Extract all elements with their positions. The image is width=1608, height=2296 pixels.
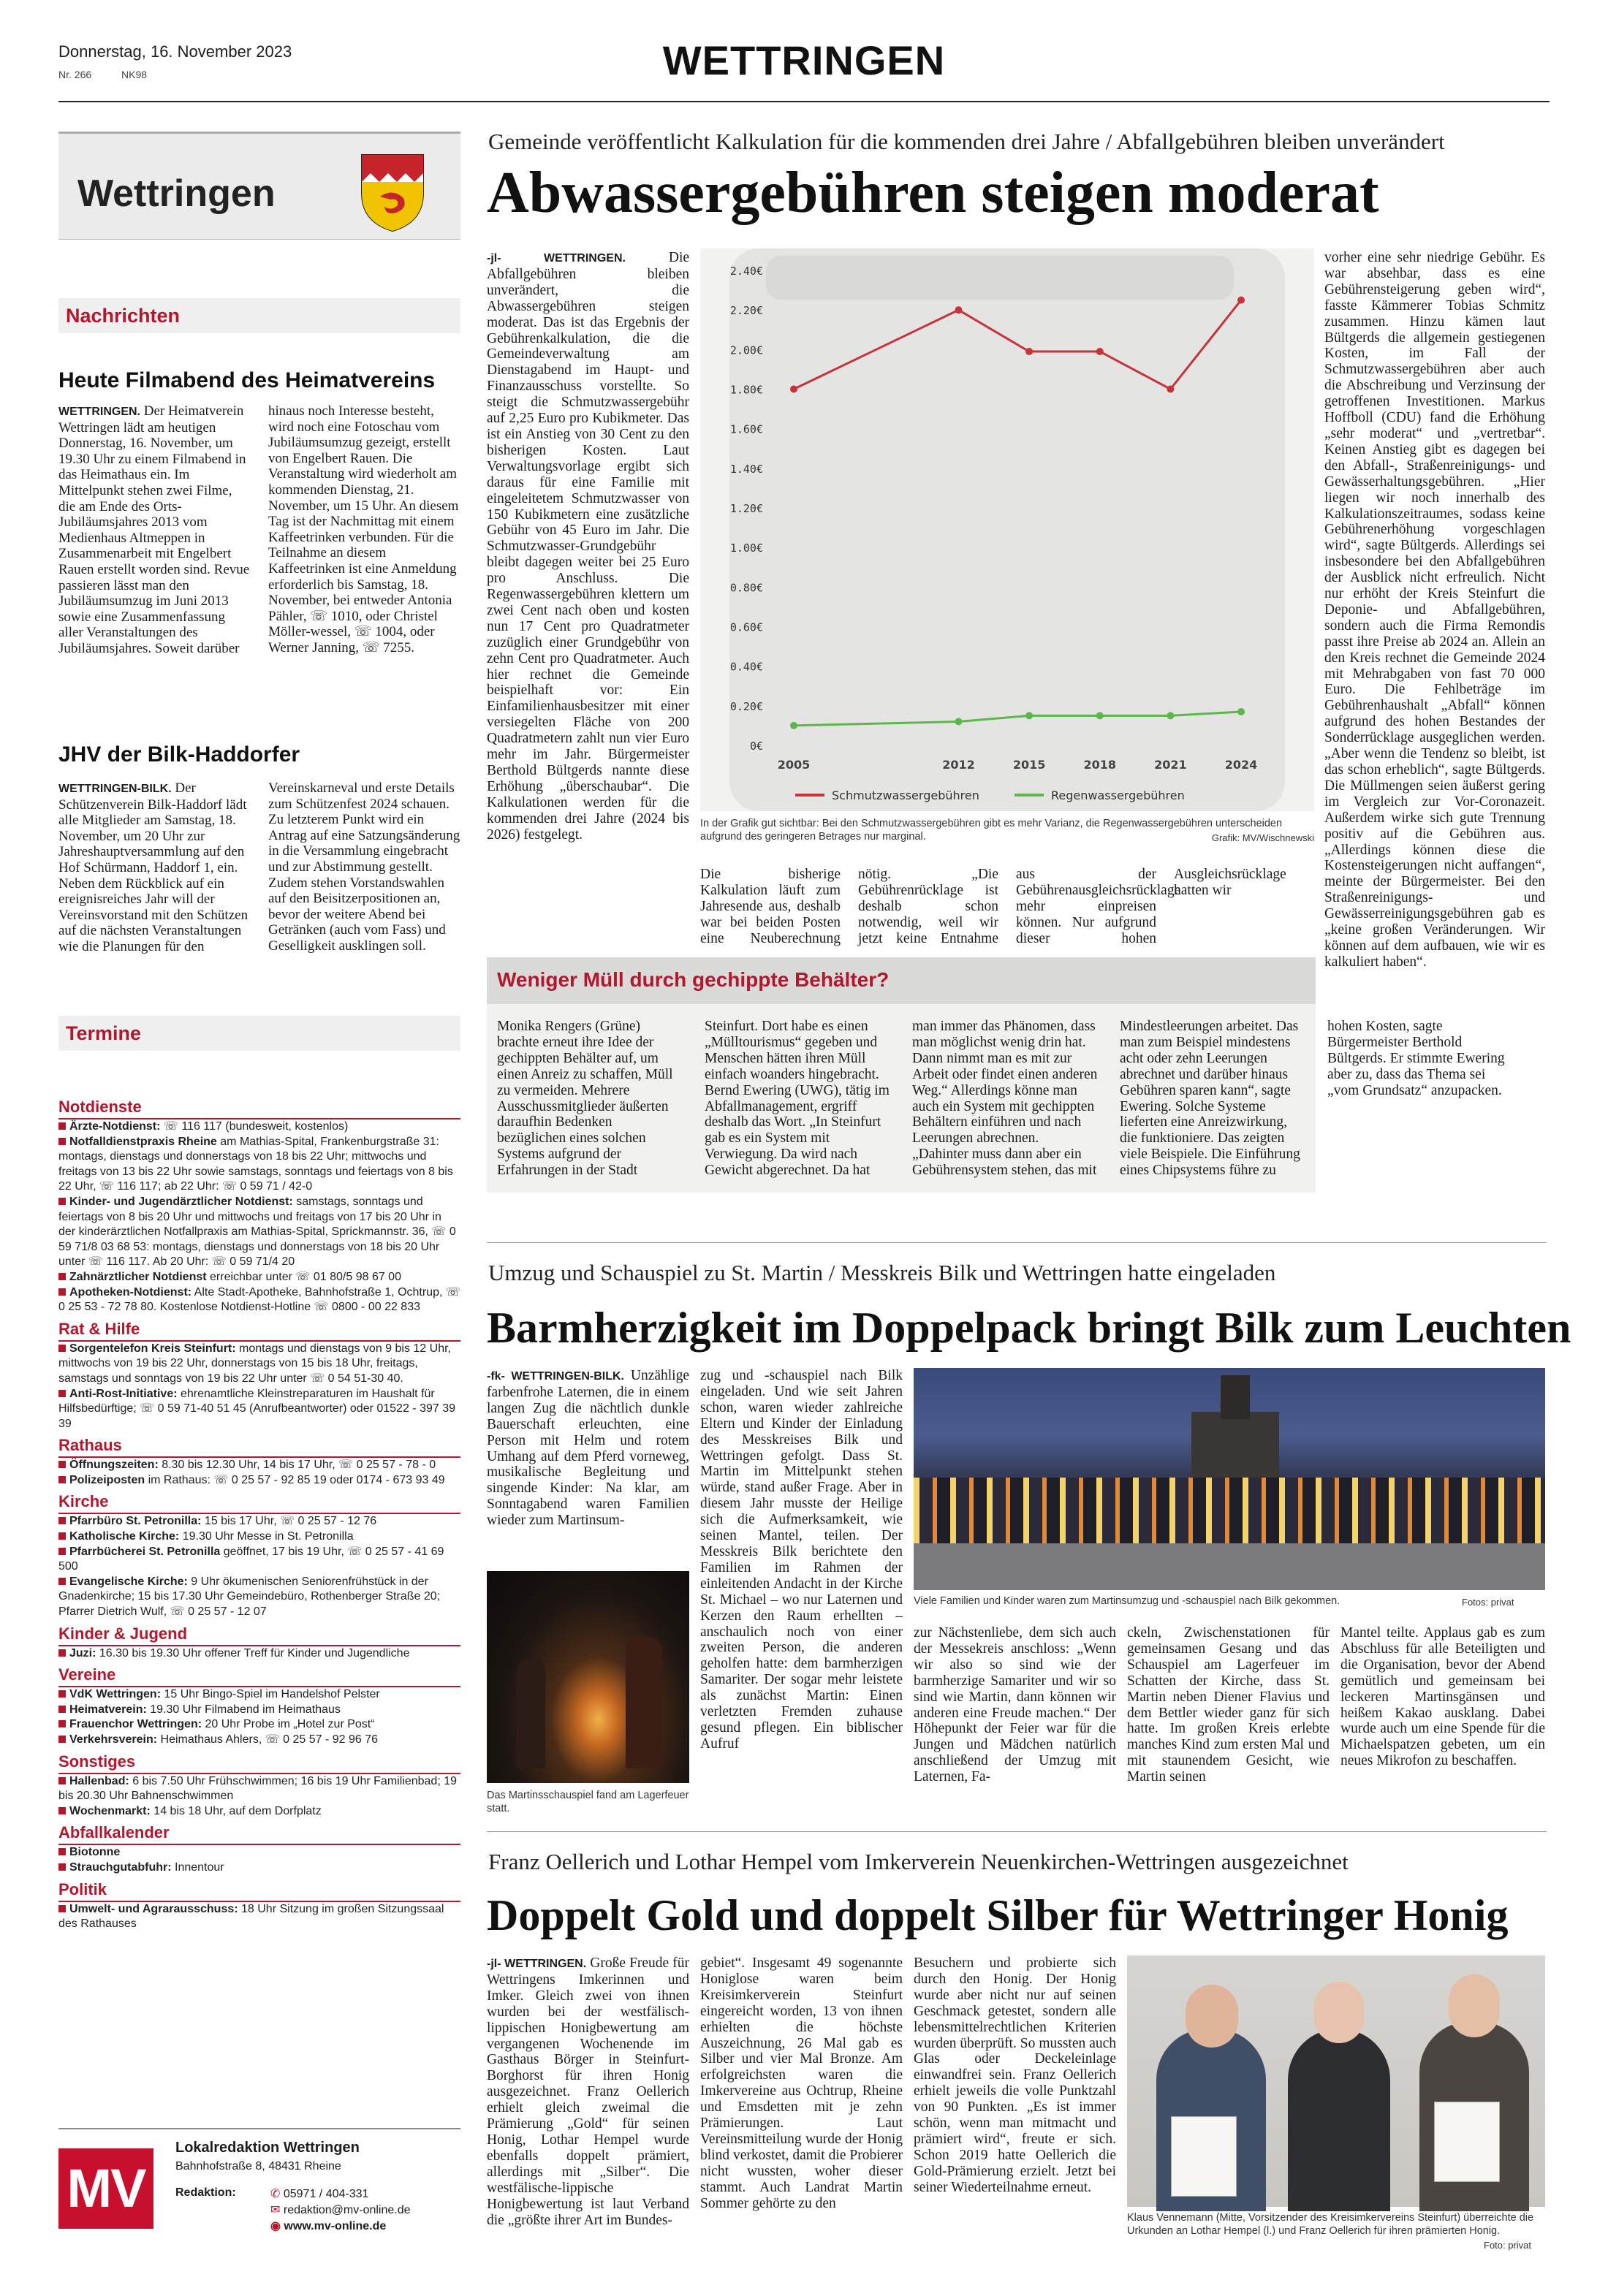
story2-text: Der Schützenverein Bilk-Haddorf lädt alle Mitglieder am Samstag, 18. November, um 20 Uhr zur Jahreshauptversammlung auf den Hof Schürmann, Haddorf 1, ein. Neben dem Rückblick auf ein ereignisreiches Jahr will der Vereinsvorstand mit den Schützen auf die nächsten Veranstaltungen wie die Planungen für den Vereinskarneval und erste Details zum Schützenfest 2024 schauen. Zu letzterem Punkt wird ein Antrag auf eine Satzungsänderung in die Versammlung eingebracht und zur Abstimmung gestellt. Zudem stehen Vorstandswahlen auf den Beisitzerpositionen an, bevor der weitere Abend bei Getränken (auch vom Fass) und Geselligkeit ausklingen soll. xyxy=(58,780,460,954)
article2-col3-text: zur Nächstenliebe, dem sich auch der Messekreis anschloss: „Wenn wir also so sind wie der barmherzige Samariter und wir so sind wie Martin, dann können wir anderen eine Freude machen.“ Der Höhepunkt der Feier war für die Jungen und Mädchen natürlich anschließend der Umzug mit Laternen, Fa- xyxy=(914,1625,1116,1785)
story1-dateline: WETTRINGEN. xyxy=(58,406,140,418)
listing-item-label: Anti-Rost-Initiative: xyxy=(69,1387,178,1400)
article3-col1 xyxy=(487,1955,689,2264)
y-tick-label: 1.20€ xyxy=(729,502,763,515)
bullet-icon xyxy=(58,1138,66,1145)
sidebar xyxy=(58,132,460,2265)
article2-col3 xyxy=(914,1625,1116,1815)
listing-item-text: montags und dienstags von 9 bis 12 Uhr, mittwochs von 19 bis 22 Uhr, donnerstags von 15 bis 18 Uhr, freitags, samstags und sonntags von 19 bis 22 Uhr unter ☏ 0 54 51-30 40. xyxy=(58,1342,451,1385)
listing-item xyxy=(58,1270,460,1285)
listing-item-label: Notfalldienstpraxis Rheine xyxy=(69,1135,217,1148)
photo-church-tower xyxy=(1221,1375,1250,1419)
bullet-icon xyxy=(58,1122,66,1130)
listing-item-text: im Rathaus: ☏ 0 25 57 - 92 85 19 oder 0174 - 673 93 49 xyxy=(145,1473,445,1486)
listing-group-title: Rathaus xyxy=(58,1436,460,1458)
data-point xyxy=(1167,712,1174,719)
listing-item xyxy=(58,1342,460,1387)
photo2-caption: Das Martinsschauspiel fand am Lagerfeuer statt. xyxy=(487,1790,689,1814)
listing-item-text: 19.30 Uhr Filmabend im Heimathaus xyxy=(146,1703,341,1716)
listing-item-label: Ärzte-Notdienst: xyxy=(69,1120,161,1133)
listing-item-text: Alte Stadt-Apotheke, Bahnhofstraße 1, Ochtrup, ☏ 0 25 53 - 72 78 80. Kostenlose Notdienst-Hotline ☏ 0800 - 00 22 833 xyxy=(58,1285,460,1314)
chart-bin-lid xyxy=(766,256,1234,300)
bullet-icon xyxy=(58,1905,66,1912)
article1-roofline: Gemeinde veröffentlicht Kalkulation für die kommenden drei Jahre / Abfallgebühren bleiben unverändert xyxy=(488,129,1445,154)
listing-item xyxy=(58,1703,460,1718)
listing-item-text: erreichbar unter ☏ 01 80/5 98 67 00 xyxy=(206,1270,401,1283)
photo1-caption: Viele Familien und Kinder waren zum Martinsumzug und -schauspiel nach Bilk gekommen. xyxy=(914,1595,1340,1607)
article1-col1-text: Die Abfallgebühren bleiben unverändert, die Abwassergebühren steigen moderat. Das ist das Ergebnis der Gebührenkalkulation, die die Gemeindeverwaltung am Dienstagabend im Haupt- und Finanzausschuss vorstellte. So steigt die Schmutzwassergebühr auf 2,25 Euro pro Kubikmeter. Das ist ein Anstieg von 30 Cent zu den bisherigen Kosten. Laut Verwaltungsvorlage ergibt sich daraus für eine Familie mit eingeleitetem Schmutzwasser von 150 Kubikmetern eine zusätzliche Gebühr von 45 Euro im Jahr. Die Schmutzwasser-Grundgebühr bleibt dagegen weiter bei 25 Euro pro Anschluss. Die Regenwassergebühren klettern um zwei Cent nach oben und kosten nun 17 Cent pro Quadratmeter zuzüglich einer Grundgebühr von zehn Cent pro Quadratmeter. Auch hier rechnet die Gemeinde beispielhaft vor: Ein Einfamilienhausbesitzer mit einer versiegelten Fläche von 200 Quadratmetern zahlt nun vier Euro mehr im Jahr. Bürgermeister Berthold Bültgerds nannte diese Erhöhung „überschaubar“. Die Kalkulationen werden für die kommenden drei Jahre (2024 bis 2026) festgelegt. xyxy=(487,250,690,843)
listing-group-title: Abfallkalender xyxy=(58,1823,460,1845)
bullet-icon xyxy=(58,1706,66,1713)
legend-label: Regenwassergebühren xyxy=(1051,788,1185,802)
listing-item-label: Juzi: xyxy=(69,1646,96,1660)
fee-chart-svg xyxy=(700,248,1314,811)
listing-group-title: Politik xyxy=(58,1880,460,1902)
photo3-credit: Foto: privat xyxy=(1484,2240,1532,2251)
edition-code: NK98 xyxy=(121,69,148,80)
footer-address: Bahnhofstraße 8, 48431 Rheine xyxy=(175,2160,341,2173)
photo-person-mid-head xyxy=(1314,1982,1364,2043)
bullet-icon xyxy=(58,1720,66,1727)
chart-credit: Grafik: MV/Wischnewski xyxy=(1177,832,1314,845)
chart-bin-backdrop xyxy=(729,248,1285,811)
listing-group-title: Sonstiges xyxy=(58,1752,460,1774)
article1-row2-text: Die bisherige Kalkulation läuft zum Jahresende aus, deshalb war bei beiden Posten eine Neuberechnung nötig. „Die Gebührenrücklage ist deshalb schon notwendig, weil wir jetzt keine Entnahme aus der Gebührenausgleichsrücklage mehr einpreisen können. Nur aufgrund dieser hohen Ausgleichsrücklage hatten wir xyxy=(700,867,1286,946)
listing-item xyxy=(58,1458,460,1473)
listing-item-text: 14 bis 18 Uhr, auf dem Dorfplatz xyxy=(150,1804,322,1817)
footer-email-text: redaktion@mv-online.de xyxy=(283,2204,411,2216)
article2-col1 xyxy=(487,1368,689,1567)
listing-item-label: Apotheken-Notdienst: xyxy=(69,1285,192,1299)
photo1-credit: Fotos: privat xyxy=(1462,1597,1514,1608)
x-tick-label: 2015 xyxy=(1012,758,1046,772)
legend-label: Schmutzwassergebühren xyxy=(832,788,979,802)
news-label-box xyxy=(58,298,460,333)
termine-label-box xyxy=(58,1016,460,1051)
photo-crowd xyxy=(914,1478,1545,1543)
x-tick-label: 2021 xyxy=(1154,758,1187,772)
listing-item xyxy=(58,1285,460,1315)
y-tick-label: 1.00€ xyxy=(729,541,763,555)
data-point xyxy=(1096,348,1104,355)
article2-col2-text: zug und -schauspiel nach Bilk eingeladen. Und wie seit Jahren schon, waren wieder zahlreiche Eltern und Kinder der Einladung des Messkreises Bilk und Wettringen gefolgt. Dass St. Martin im Mittelpunkt stehen würde, stand außer Frage. Aber in diesem Jahr musste der Heilige sich die Aufmerksamkeit, wie seinen Mantel, teilen. Der Messkreis Bilk berichtete den Familien im Rahmen der einleitenden Andacht in der Kirche St. Michael – wo nur Laternen und Kerzen den Raum erhellten – anschaulich noch von einer zweiten Person, die anderen geholfen hatte: dem barmherzigen Samariter. Der sogar mehr leistete als zunächst Martin: Einen verletzten Fremden zuhause gesund pflegen. Ein biblischer Aufruf xyxy=(700,1368,903,1752)
listing-item-text: Innentour xyxy=(171,1860,224,1874)
listing-item xyxy=(58,1687,460,1703)
listing-item-label: Umwelt- und Agrarausschuss: xyxy=(69,1902,238,1915)
y-tick-label: 1.80€ xyxy=(729,383,763,397)
article1-col1 xyxy=(487,250,689,899)
bullet-icon xyxy=(58,1690,66,1698)
article2-rule xyxy=(487,1831,1547,1832)
listing-item xyxy=(58,1902,460,1932)
article3-headline: Doppelt Gold und doppelt Silber für Wettringer Honig xyxy=(487,1891,1509,1939)
listings xyxy=(58,1098,460,1995)
article1-headline: Abwassergebühren steigen moderat xyxy=(487,161,1379,225)
listing-group-title: Rat & Hilfe xyxy=(58,1320,460,1342)
listing-item-label: Kinder- und Jugendärztlicher Notdienst: xyxy=(69,1195,293,1208)
y-tick-label: 0.80€ xyxy=(729,581,763,595)
photo-person-mid xyxy=(1288,2029,1390,2211)
listing-item-label: Biotonne xyxy=(69,1846,121,1859)
article2-col4-text: ckeln, Zwischenstationen für gemeinsamen Gesang und das Schauspiel am Lagerfeuer im Schatten der Kirche, dass St. Martin neben Diener Flavius und dem Bettler wieder ganz für sich hatte. Im großen Kreis erlebte manches Kind zum ersten Mal und mit staunendem Gesicht, wie Martin seinen xyxy=(1127,1625,1330,1785)
listing-item-label: Polizeiposten xyxy=(69,1473,145,1486)
listing-item-label: Frauenchor Wettringen: xyxy=(69,1718,202,1731)
article3-col3 xyxy=(914,1955,1116,2264)
bullet-icon xyxy=(58,1532,66,1540)
data-point xyxy=(955,306,962,313)
listing-item-label: Heimatverein: xyxy=(69,1703,147,1716)
story1-body xyxy=(58,403,460,681)
listing-item-label: Evangelische Kirche: xyxy=(69,1575,188,1588)
footer-label: Redaktion: xyxy=(175,2186,236,2199)
article3-col2-text: gebiet“. Insgesamt 49 sogenannte Honiglose waren beim Kreisimkerverein Steinfurt eingereicht worden, 13 von ihnen erhielten die höchste Auszeichnung, 26 Mal gab es Silber und vier Mal Bronze. Am erfolgreichsten waren die Imkervereine aus Ochtrup, Rheine und Emsdetten mit je zehn Prämierungen. Laut Vereinsmitteilung wurde der Honig blind verkostet, damit die Probierer nicht wussten, woher dieser stammt. Auch Landrat Martin Sommer gehörte zu den xyxy=(700,1955,903,2211)
data-point xyxy=(1025,712,1033,719)
listing-item-label: Zahnärztlicher Notdienst xyxy=(69,1270,207,1283)
mv-logo-text: MV xyxy=(67,2158,145,2219)
photo-street xyxy=(914,1543,1545,1590)
y-tick-label: 0.40€ xyxy=(729,660,763,674)
bullet-icon xyxy=(58,1345,66,1352)
footer-phone xyxy=(270,2186,368,2201)
data-point xyxy=(790,722,797,729)
listing-item xyxy=(58,1387,460,1432)
listing-item xyxy=(58,1860,460,1876)
photo-certificate-right xyxy=(1434,2102,1500,2182)
footer-web-text: www.mv-online.de xyxy=(284,2220,387,2232)
web-icon: ◉ xyxy=(270,2220,284,2232)
article2-headline: Barmherzigkeit im Doppelpack bringt Bilk zum Leuchten xyxy=(487,1304,1571,1352)
bullet-icon xyxy=(58,1198,66,1205)
photo-lantern-parade xyxy=(914,1368,1545,1590)
listing-group-title: Kinder & Jugend xyxy=(58,1624,460,1646)
issue-number: Nr. 266 xyxy=(58,69,92,80)
listing-item xyxy=(58,1514,460,1529)
listing-item-text: 16.30 bis 19.30 Uhr offener Treff für Kinder und Jugendliche xyxy=(96,1646,410,1660)
coat-of-arms-icon xyxy=(360,153,425,233)
bullet-icon xyxy=(58,1476,66,1483)
listing-item xyxy=(58,1646,460,1662)
listing-item-label: Wochenmarkt: xyxy=(69,1804,151,1817)
article2-col2 xyxy=(700,1368,903,1806)
phone-icon: ✆ xyxy=(270,2188,284,2200)
x-tick-label: 2012 xyxy=(942,758,975,772)
photo-campfire xyxy=(487,1571,689,1783)
footer-phone-text: 05971 / 404-331 xyxy=(283,2188,369,2200)
photo-campfire-figure xyxy=(516,1659,545,1768)
listing-item xyxy=(58,1575,460,1620)
article2-col1-text: Unzählige farbenfrohe Laternen, die in einem langen Zug die nächtlich dunkle Bauerschaft erleuchten, eine Person mit Helm und rotem Umhang auf dem Pferd vorneweg, musikalische Begleitung und singende Kinder: Na klar, am Sonntagabend waren Familien wieder zum Martinsum- xyxy=(487,1368,689,1529)
bullet-icon xyxy=(58,1736,66,1743)
bullet-icon xyxy=(58,1649,66,1657)
listing-item-label: VdK Wettringen: xyxy=(69,1688,162,1701)
listing-item-label: Pfarrbüro St. Petronilla: xyxy=(69,1515,202,1528)
data-point xyxy=(1237,708,1245,715)
listing-item xyxy=(58,1804,460,1820)
story2-title: JHV der Bilk-Haddorfer xyxy=(58,742,300,767)
bullet-icon xyxy=(58,1848,66,1855)
photo-person-right-head xyxy=(1449,1974,1500,2037)
article2-dateline: -fk- WETTRINGEN-BILK. xyxy=(487,1370,624,1383)
listing-item-text: ehrenamtliche Kleinstreparaturen im Haushalt für Hilfsbedürftige; ☏ 0 59 71-40 51 45 (Anrufbeantworter) oder 01522 - 397 39 39 xyxy=(58,1387,456,1430)
listing-group-title: Kirche xyxy=(58,1492,460,1514)
bullet-icon xyxy=(58,1548,66,1555)
listing-item xyxy=(58,1135,460,1195)
listing-item-text: 15 Uhr Bingo-Spiel im Handelshof Pelster xyxy=(161,1688,380,1701)
data-point xyxy=(1167,386,1174,393)
bullet-icon xyxy=(58,1517,66,1524)
info-box-title: Weniger Müll durch gechippte Behälter? xyxy=(497,968,890,991)
y-tick-label: 0€ xyxy=(749,740,763,753)
bullet-icon xyxy=(58,1578,66,1585)
listing-item-text: 18 Uhr Sitzung im großen Sitzungssaal des Rathauses xyxy=(58,1902,444,1931)
mail-icon: ✉ xyxy=(270,2204,284,2216)
data-point xyxy=(1025,348,1033,355)
data-point xyxy=(955,718,962,726)
x-tick-label: 2018 xyxy=(1083,758,1117,772)
info-box-text xyxy=(497,1019,1505,1187)
article3-col3-text: Besuchern und probierte sich durch den Honig. Der Honig wurde aber nicht nur auf seinen Geschmack getestet, sondern alle lebensmittelrechtlichen Kriterien wurden überprüft. So mussten auch Glas oder Deckeleinlage einwandfrei sein. Franz Oellerich erhielt jeweils die volle Punktzahl von 90 Punkten. „Es ist immer schön, wenn man mitmacht und prämiert wird“, freute er sich. Schon 2019 hatte Oellerich die Gold-Prämierung erzielt. Jetzt bei seiner Wiederteilnahme erneut. xyxy=(914,1955,1116,2195)
article3-col1-text: Große Freude für Wettringens Imkerinnen und Imker. Gleich zwei von ihnen wurden bei der westfälisch-lippischen Honigbewertung am vergangenen Wochenende im Gasthaus Börger in Steinfurt-Borghorst für ihren Honig ausgezeichnet. Franz Oellerich erhielt gleich zweimal die Prämierung „Gold“ für seinen Honig, Lothar Hempel wurde ebenfalls doppelt prämiert, allerdings mit „Silber“. Die westfälische-lippische Honigbewertung ist laut Verband die „größte ihrer Art im Bundes- xyxy=(487,1955,690,2228)
info-box xyxy=(487,957,1505,1193)
listing-group-title: Vereine xyxy=(58,1665,460,1687)
photo-person-left-head xyxy=(1186,1985,1238,2048)
header-rule xyxy=(58,101,1550,102)
photo3-caption: Klaus Vennemann (Mitte, Vorsitzender des Kreisimkervereins Steinfurt) überreichte die Urkunden an Lothar Hempel (l.) und Franz Oellerich für ihren prämierten Honig. xyxy=(1127,2212,1534,2237)
mv-logo xyxy=(58,2148,153,2229)
listing-item-label: Katholische Kirche: xyxy=(69,1530,180,1543)
bullet-icon xyxy=(58,1288,66,1296)
article3-col2 xyxy=(700,1955,903,2264)
bullet-icon xyxy=(58,1777,66,1784)
footer-email[interactable] xyxy=(270,2202,411,2217)
listing-item xyxy=(58,1529,460,1545)
listing-item-label: Verkehrsverein: xyxy=(69,1733,158,1746)
listing-item-label: Pfarrbücherei St. Petronilla xyxy=(69,1545,221,1558)
listing-item xyxy=(58,1717,460,1733)
listing-item xyxy=(58,1733,460,1748)
article1-row2 xyxy=(700,867,1314,949)
story2-dateline: WETTRINGEN-BILK. xyxy=(58,783,172,795)
listing-item-text: 9 Uhr ökumenischen Seniorenfrühstück in der Gnadenkirche; 15 bis 17.30 Uhr Gemeindebüro, Rothenberger Straße 20; Pfarrer Dietrich Wulf, ☏ 0 25 57 - 12 07 xyxy=(58,1575,441,1619)
photo-campfire-figure-2 xyxy=(626,1637,662,1768)
listing-item-text: am Mathias-Spital, Frankenburgstraße 31: montags, dienstags und donnerstags von 18 bis 22 Uhr; mittwochs und freitags von 13 bis 22 Uhr sowie samstags, sonntags und feiertags von 8 bis 22 Uhr, ☏ 116 117; ab 22 Uhr: ☏ 0 59 71 / 42-0 xyxy=(58,1135,453,1193)
listing-item xyxy=(58,1120,460,1135)
listing-item xyxy=(58,1473,460,1489)
listing-item-text: 19.30 Uhr Messe in St. Petronilla xyxy=(179,1530,354,1543)
y-tick-label: 1.60€ xyxy=(729,422,763,436)
y-tick-label: 0.60€ xyxy=(729,620,763,634)
article2-col5 xyxy=(1340,1625,1545,1815)
article1-dateline: -jl- WETTRINGEN. xyxy=(487,252,626,265)
data-point xyxy=(1096,712,1104,719)
listing-item xyxy=(58,1545,460,1575)
bullet-icon xyxy=(58,1390,66,1397)
data-point xyxy=(1237,297,1245,304)
section-title: WETTRINGEN xyxy=(662,37,946,83)
listing-item-text: 6 bis 7.50 Uhr Frühschwimmen; 16 bis 19 Uhr Familienbad; 19 bis 20.30 Uhr Bahnenschwimmen xyxy=(58,1774,457,1803)
article2-roofline: Umzug und Schauspiel zu St. Martin / Messkreis Bilk und Wettringen hatte eingeladen xyxy=(488,1260,1276,1285)
bullet-icon xyxy=(58,1461,66,1468)
x-tick-label: 2024 xyxy=(1224,758,1258,772)
chart-caption-text: In der Grafik gut sichtbar: Bei den Schmutzwassergebühren gibt es mehr Varianz, die Regenwassergebühren unterscheiden aufgrund des geringeren Betrages nur marginal. xyxy=(700,818,1283,843)
bullet-icon xyxy=(58,1807,66,1814)
story1-text: Der Heimatverein Wettringen lädt am heutigen Donnerstag, 16. November, um 19.30 Uhr zu einem Filmabend in das Heimathaus ein. Im Mittelpunkt stehen zwei Filme, die am Ende des Orts-Jubiläumsjahres 2013 vom Medienhaus Altmeppen in Zusammenarbeit mit Engelbert Rauen erstellt worden sind. Revue passieren lässt man den Jubiläumsumzug im Juni 2013 sowie eine Zusammenfassung aller Veranstaltungen des Jubiläumsjahres. Soweit darüber hinaus noch Interesse besteht, wird noch eine Fotoschau vom Jubiläumsumzug gezeigt, erstellt von Engelbert Rauen. Die Veranstaltung wird wiederholt am kommenden Dienstag, 21. November, um 15 Uhr. An diesem Tag ist der Nachmittag mit einem Kaffeetrinken verbunden. Für die Teilnahme an diesem Kaffeetrinken ist eine Anmeldung erforderlich bis Samstag, 18. November, bei entweder Antonia Pähler, ☏ 1010, oder Christel Möller-wessel, ☏ 1004, oder Werner Janning, ☏ 7255. xyxy=(58,403,459,656)
termine-label: Termine xyxy=(66,1022,142,1044)
news-label: Nachrichten xyxy=(66,305,181,327)
town-box xyxy=(58,132,460,240)
y-tick-label: 0.20€ xyxy=(729,699,763,713)
listing-item-label: Hallenbad: xyxy=(69,1774,129,1787)
info-box-text-body: Monika Rengers (Grüne) brachte erneut ihre Idee der gechippten Behälter auf, um einen Anreiz zu schaffen, Müll zu vermeiden. Mehrere Ausschussmitglieder äußerten daraufhin Bedenken bezüglichen eines solchen Systems aufgrund der Erfahrungen in der Stadt Steinfurt. Dort habe es einen „Mülltourismus“ gegeben und Menschen hätten ihren Müll einfach woanders hingebracht. Bernd Ewering (UWG), tätig im Abfallmanagement, ergriff deshalb das Wort. „In Steinfurt gab es ein System mit Verwiegung. Da wird nach Gewicht abgerechnet. Da hat man immer das Phänomen, dass man möglichst wenig drin hat. Dann nimmt man es mit zur Arbeit oder findet einen anderen Weg.“ Allerdings könne man auch ein System mit gechippten Behältern einführen und nach Leerungen abrechnen. „Dahinter muss dann aber ein Gebührensystem stehen, das mit Mindestleerungen arbeitet. Das man zum Beispiel mindestens acht oder zehn Leerungen abrechnet und darüber hinaus Gebühren sparen kann“, sagte Ewering. Solche Systeme lieferten eine Anreizwirkung, die funktioniere. Das zeigten viele Beispiele. Die Einführung eines Chipsystems führe zu hohen Kosten, sagte Bürgermeister Berthold Bültgerds. Er stimmte Ewering aber zu, dass das Thema sei „vom Grundsatz“ anzupacken. xyxy=(497,1019,1505,1179)
issue-date: Donnerstag, 16. November 2023 xyxy=(58,42,292,61)
y-tick-label: 2.00€ xyxy=(729,343,763,357)
listing-item-text: 15 bis 17 Uhr, ☏ 0 25 57 - 12 76 xyxy=(201,1515,377,1528)
town-name: Wettringen xyxy=(77,172,276,215)
y-tick-label: 1.40€ xyxy=(729,462,763,476)
y-tick-label: 2.40€ xyxy=(729,265,763,278)
footer-title: Lokalredaktion Wettringen xyxy=(175,2140,360,2156)
listing-item-label: Strauchgutabfuhr: xyxy=(69,1860,172,1874)
listing-item xyxy=(58,1845,460,1860)
article3-roofline: Franz Oellerich und Lothar Hempel vom Imkerverein Neuenkirchen-Wettringen ausgezeichnet xyxy=(488,1849,1349,1874)
listing-item-text: geöffnet, 17 bis 19 Uhr, ☏ 0 25 57 - 41 69 500 xyxy=(58,1545,444,1573)
photo-certificate-left xyxy=(1171,2116,1237,2197)
listing-item-text: 8.30 bis 12.30 Uhr, 14 bis 17 Uhr, ☏ 0 25 57 - 78 - 0 xyxy=(158,1459,436,1472)
info-box-header xyxy=(487,957,1316,1004)
article1-rule xyxy=(487,1242,1547,1243)
article2-col5-text: Mantel teilte. Applaus gab es zum Abschluss für alle Beteiligten und die Organisation, bevor der Abend gemütlich und gemeinsam bei leckeren Martinsgänsen und heißem Kakao ausklang. Dabei wurde auch um eine Spende für die Michaelspatzen gebeten, um ein neues Mikrofon zu beschaffen. xyxy=(1340,1625,1545,1769)
article1-col4-text: vorher eine sehr niedrige Gebühr. Es war absehbar, dass es eine Gebührensteigerung geben wird“, fasste Kämmerer Tobias Schmitz zusammen. Hinzu kämen laut Bültgerds die allgemein gestiegenen Kosten, im Fall der Schmutzwassergebühren aber auch die Abschreibung und Verzinsung der getroffenen Investitionen. Markus Hoffboll (CDU) fand die Erhöhung „sehr moderat“ und „vertretbar“. Keinen Anstieg gibt es dagegen bei den Abfall-, Straßenreinigungs- und Gewässerhaltungsgebühren. „Hier liegen wir noch innerhalb des Kalkulationszeitraumes, sodass keine Gebührenerhöhung vorgeschlagen wird“, sagte Bültgerds. Allerdings sei insbesondere bei den Abfallgebühren der Ausblick nicht erfreulich. Nicht nur erhöht der Kreis Steinfurt die Deponie- und Abfallgebühren, sondern auch die Firma Remondis passt ihre Preise ab 2024 an. Allein an den Kreis rechnet die Gemeinde 2024 mit Mehrabgaben von fast 70 000 Euro. Die Fehlbeträge im Gebührenhaushalt „Abfall“ können aufgrund des hohen Bestandes der Sonderrücklage ausgeglichen werden. „Aber wenn die Tendenz so bleibt, ist das schon erheblich“, sagte Bültgerds. Die Müllmengen seien äußerst gering im Vergleich zur Vor-Coronazeit. Außerdem wirke sich gute Trennung positiv auf die Gebühren aus. „Allerdings können diese die Kostensteigerungen nicht auffangen“, meinte der Bürgermeister. Bei den Straßenreinigungs- und Gewässerreinigungsgebühren gab es „keine großen Veränderungen. Wir können auf dem aufbauen, wie wir es kalkuliert haben“. xyxy=(1324,250,1545,970)
photo-award xyxy=(1127,1955,1545,2207)
data-point xyxy=(790,386,797,393)
y-tick-label: 2.20€ xyxy=(729,304,763,318)
listing-item-label: Sorgentelefon Kreis Steinfurt: xyxy=(69,1342,236,1355)
listing-item-text: Heimathaus Ahlers, ☏ 0 25 57 - 92 96 76 xyxy=(157,1733,379,1746)
bullet-icon xyxy=(58,1273,66,1280)
listing-item-text: ☏ 116 117 (bundesweit, kostenlos) xyxy=(160,1120,349,1133)
footer-web[interactable] xyxy=(270,2219,386,2233)
listing-item-label: Öffnungszeiten: xyxy=(69,1459,159,1472)
article3-dateline: -jl- WETTRINGEN. xyxy=(487,1958,587,1970)
bullet-icon xyxy=(58,1863,66,1871)
article2-col4 xyxy=(1127,1625,1330,1815)
story1-title: Heute Filmabend des Heimatvereins xyxy=(58,368,436,392)
listing-item xyxy=(58,1195,460,1270)
x-tick-label: 2005 xyxy=(777,758,811,772)
listing-group-title: Notdienste xyxy=(58,1098,460,1120)
listing-item xyxy=(58,1774,460,1804)
listing-item-text: 20 Uhr Probe im „Hotel zur Post“ xyxy=(202,1718,375,1731)
fee-chart xyxy=(700,248,1314,811)
story2-body xyxy=(58,780,460,1000)
listing-item-text: samstags, sonntags und feiertags von 8 bis 20 Uhr und mittwochs und freitags von 17 bis 20 Uhr in der kinderärztlichen Notfallpraxis am Mathias-Spital, Sprickmannstr. 36, ☏ 0 59 71/8 03 68 53: montags, dienstags und donnerstags von 18 bis 20 Uhr unter ☏ 116 117. Ab 20 Uhr: ☏ 0 59 71/4 20 xyxy=(58,1195,456,1269)
footer-rule xyxy=(58,2128,460,2129)
